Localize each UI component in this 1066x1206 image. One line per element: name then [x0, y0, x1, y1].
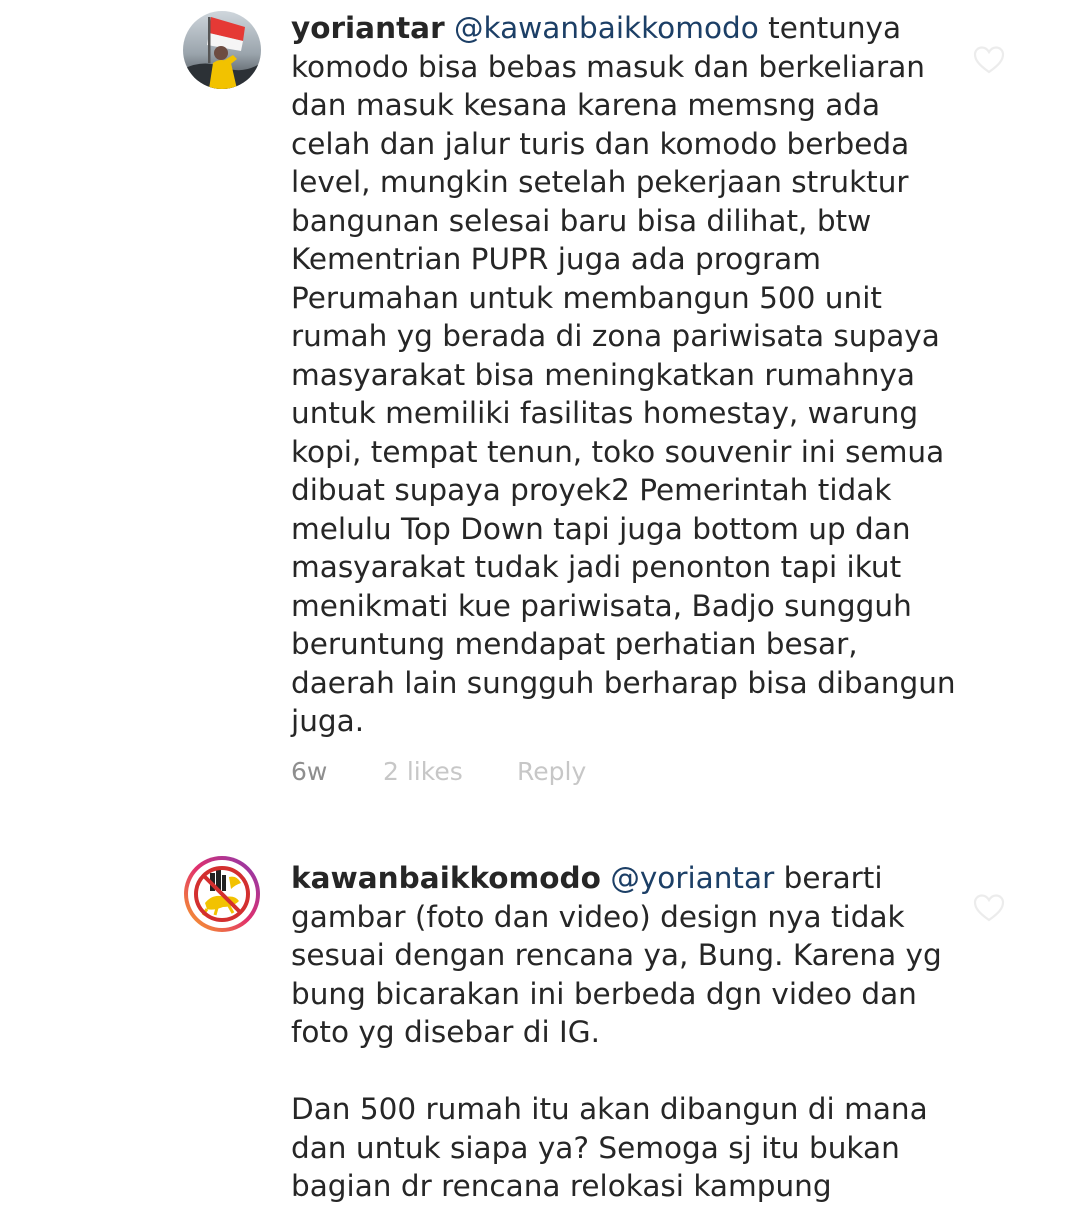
comment-text-fragment: berarti	[774, 861, 883, 895]
comment-meta	[291, 757, 586, 786]
comment-line: bagian dr rencana relokasi kampung	[291, 1169, 832, 1203]
comment-line: foto yg disebar di IG.	[291, 1015, 600, 1049]
comment-line: Kementrian PUPR juga ada program	[291, 242, 821, 276]
username[interactable]: yoriantar	[291, 11, 445, 45]
comment-first-line	[291, 9, 951, 48]
comment-line: gambar (foto dan video) design nya tidak	[291, 899, 905, 934]
comment-timestamp: 6w	[291, 757, 328, 786]
comment-text-fragment: tentunya	[758, 11, 902, 45]
mention-link[interactable]: @yoriantar	[610, 861, 775, 895]
story-ring-avatar-icon	[183, 855, 261, 933]
profile-photo-icon	[183, 11, 261, 89]
comment-first-line	[291, 859, 951, 898]
avatar-kawanbaikkomodo[interactable]	[183, 855, 261, 933]
mention-link[interactable]: @kawanbaikkomodo	[454, 11, 759, 45]
heart-outline-icon	[973, 45, 1005, 75]
comment-line: dibuat supaya proyek2 Pemerintah tidak	[291, 473, 892, 507]
comment-line: Dan 500 rumah itu akan dibangun di mana	[291, 1092, 928, 1126]
likes-count-button[interactable]: 2 likes	[383, 757, 463, 786]
comment-line: melulu Top Down tapi juga bottom up dan	[291, 511, 911, 546]
comment-line: juga.	[291, 704, 365, 738]
comment-line: rumah yg berada di zona pariwisata supaya	[291, 319, 940, 353]
comment-line: Perumahan untuk membangun 500 unit	[291, 280, 882, 315]
comment-text	[291, 859, 951, 1206]
comment-line: dan untuk siapa ya? Semoga sj itu bukan	[291, 1130, 900, 1165]
avatar-yoriantar[interactable]	[183, 11, 261, 89]
comment-line: celah dan jalur turis dan komodo berbeda	[291, 126, 910, 161]
comment-line: sesuai dengan rencana ya, Bung. Karena yg	[291, 938, 942, 972]
heart-outline-icon	[973, 893, 1005, 923]
comment-line: masyarakat bisa meningkatkan rumahnya	[291, 357, 915, 392]
comment-line: level, mungkin setelah pekerjaan struktur	[291, 165, 909, 199]
comment-line: dan masuk kesana karena memsng ada	[291, 88, 881, 122]
like-button[interactable]	[973, 45, 1005, 75]
comment-line: bangunan selesai baru bisa dilihat, btw	[291, 203, 872, 238]
comment-line: daerah lain sungguh berharap bisa dibangun	[291, 665, 956, 700]
comment-line: untuk memiliki fasilitas homestay, warung	[291, 396, 919, 430]
comment-text	[291, 9, 956, 741]
comment-line: beruntung mendapat perhatian besar,	[291, 627, 858, 661]
comment-line: komodo bisa bebas masuk dan berkeliaran	[291, 49, 925, 84]
username[interactable]: kawanbaikkomodo	[291, 861, 601, 895]
comment-blank-line	[291, 1052, 951, 1091]
comment-line: kopi, tempat tenun, toko souvenir ini semua	[291, 434, 945, 469]
comment-line: masyarakat tudak jadi penonton tapi ikut	[291, 550, 902, 584]
reply-button[interactable]: Reply	[517, 757, 587, 786]
comment-line: bung bicarakan ini berbeda dgn video dan	[291, 976, 917, 1011]
comment-line: menikmati kue pariwisata, Badjo sungguh	[291, 588, 912, 623]
like-button[interactable]	[973, 893, 1005, 923]
